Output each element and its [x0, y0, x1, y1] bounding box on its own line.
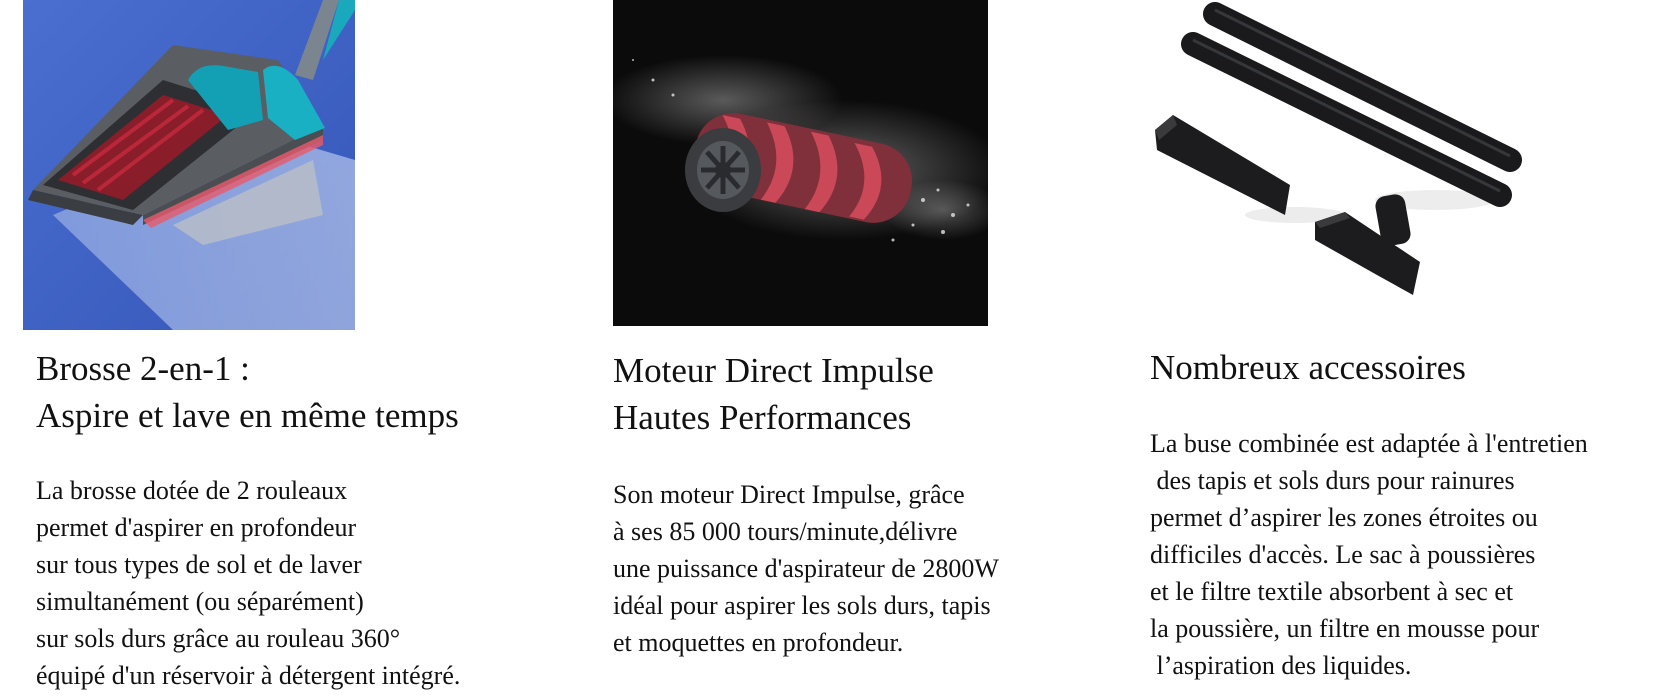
title-line: Aspire et lave en même temps: [36, 396, 459, 435]
description-line: difficiles d'accès. Le sac à poussières: [1150, 540, 1536, 569]
description-line: permet d’aspirer les zones étroites ou: [1150, 503, 1538, 532]
description-line: idéal pour aspirer les sols durs, tapis: [613, 591, 991, 620]
description-line: La brosse dotée de 2 rouleaux: [36, 476, 348, 505]
description-line: Son moteur Direct Impulse, grâce: [613, 480, 965, 509]
accessories-image: [1145, 0, 1525, 305]
description-line: équipé d'un réservoir à détergent intégré.: [36, 661, 461, 690]
title-line: Brosse 2-en-1 :: [36, 349, 250, 388]
description-line: sur tous types de sol et de laver: [36, 550, 362, 579]
description-line: simultanément (ou séparément): [36, 587, 364, 616]
motor-description: [613, 476, 999, 661]
description-line: permet d'aspirer en profondeur: [36, 513, 357, 542]
accessories-title: [1150, 344, 1466, 391]
motor-image: [613, 0, 988, 326]
brush-description: [36, 472, 460, 694]
description-line: la poussière, un filtre en mousse pour: [1150, 614, 1540, 643]
description-line: une puissance d'aspirateur de 2800W: [613, 554, 999, 583]
brush-image: [23, 0, 355, 330]
description-line: La buse combinée est adaptée à l'entretien: [1150, 429, 1588, 458]
title-line: Moteur Direct Impulse: [613, 351, 934, 390]
description-line: et le filtre textile absorbent à sec et: [1150, 577, 1514, 606]
description-line: sur sols durs grâce au rouleau 360°: [36, 624, 401, 653]
title-line: Hautes Performances: [613, 398, 912, 437]
description-line: et moquettes en profondeur.: [613, 628, 904, 657]
motor-title: [613, 347, 934, 441]
description-line: des tapis et sols durs pour rainures: [1150, 466, 1515, 495]
description-line: à ses 85 000 tours/minute,délivre: [613, 517, 958, 546]
brush-title: [36, 345, 459, 439]
description-line: l’aspiration des liquides.: [1150, 651, 1412, 680]
title-line: Nombreux accessoires: [1150, 348, 1466, 387]
accessories-description: [1150, 425, 1588, 684]
